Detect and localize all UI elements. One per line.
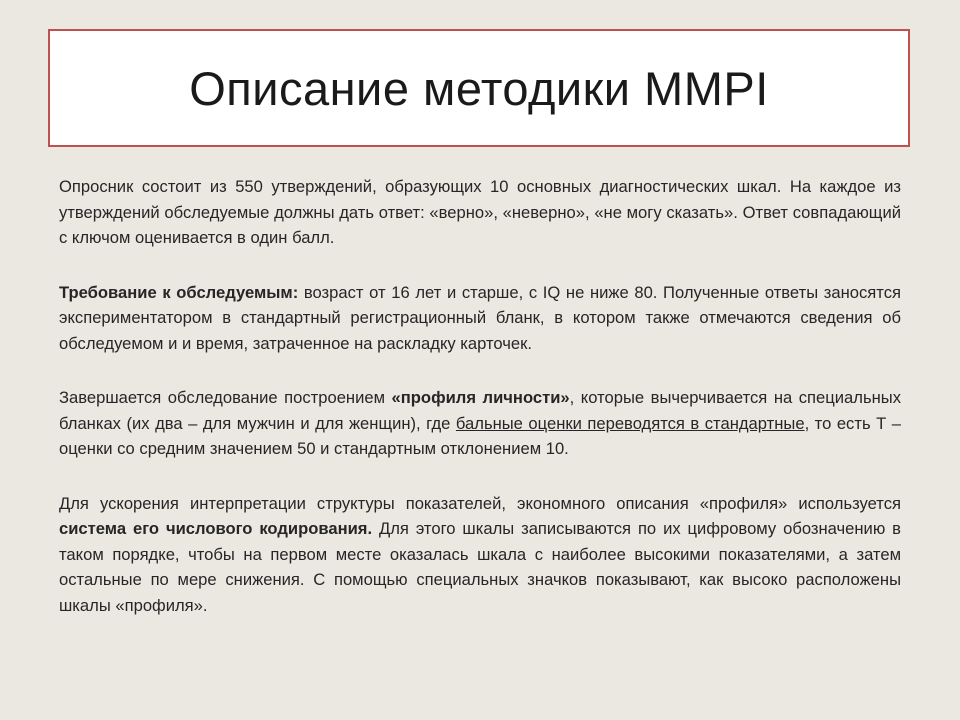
slide-content bbox=[59, 174, 901, 647]
requirements-text: возраст от 16 лет и старше, с IQ не ниже 80. Полученные ответы заносятся экспериментатором в стандартный регистрационный бланк, в котором также отмечаются сведения об обследуемом и и время, затраченное на раскладку карточек. bbox=[59, 282, 901, 353]
coding-text-1: Для ускорения интерпретации структуры показателей, экономного описания «профиля» используется bbox=[59, 493, 901, 513]
profile-term: «профиля личности» bbox=[391, 388, 570, 407]
requirements-label: Требование к обследуемым: bbox=[59, 282, 299, 302]
profile-text-2: , которые вычерчивается на специальных бланках (их два – для мужчин и для женщин), где bbox=[59, 388, 901, 433]
paragraph-profile bbox=[59, 385, 901, 462]
coding-term: система его числового кодирования. bbox=[59, 519, 373, 538]
title-box bbox=[48, 29, 910, 147]
profile-text-1: Завершается обследование построением bbox=[59, 388, 392, 407]
slide-title: Описание методики MMPI bbox=[189, 61, 769, 115]
standard-scores-underlined: бальные оценки переводятся в стандартные bbox=[455, 413, 805, 433]
paragraph-questionnaire: Опросник состоит из 550 утверждений, образующих 10 основных диагностических шкал. На каждое из утверждений обследуемые должны дать ответ: «верно», «неверно», «не могу сказать». Ответ совпадающий с ключом оценивается в один балл. bbox=[59, 177, 901, 247]
profile-text-3: , то есть Т – оценки со средним значением 50 и стандартным отклонением 10. bbox=[59, 413, 901, 458]
paragraph-coding bbox=[59, 491, 901, 619]
coding-text-2: Для этого шкалы записываются по их цифровому обозначению в таком порядке, чтобы на первом месте оказалась шкала с наиболее высокими показателями, а затем остальные по мере снижения. С помощью специальных значков показывают, как высоко расположены шкалы «профиля». bbox=[59, 519, 901, 615]
paragraph-requirements bbox=[59, 280, 901, 357]
